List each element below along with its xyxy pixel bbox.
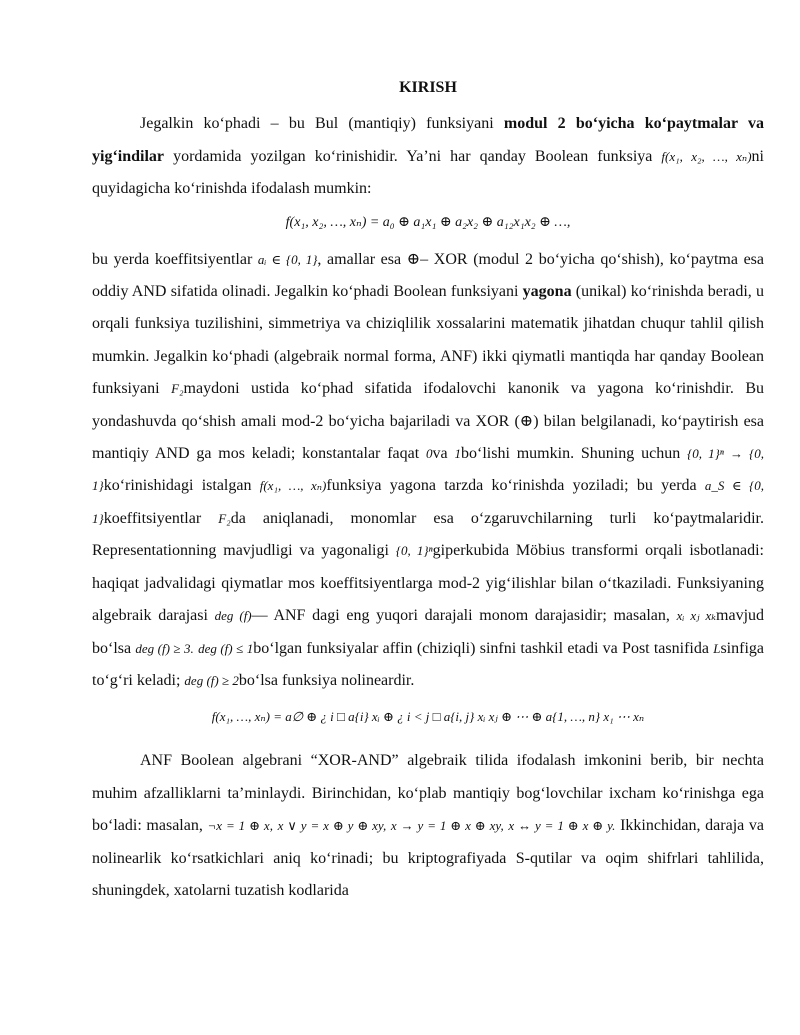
inline-math: deg (f) ≥ 2 xyxy=(184,672,239,688)
inline-math: {0, 1}ⁿ → {0, 1} xyxy=(92,446,765,494)
inline-math: deg (f) xyxy=(214,608,252,624)
formula-anf-general: f(x₁, …, xₙ) = a∅ ⊕ ¿ i □ a{i} xᵢ ⊕ ¿ i < j □ a{i, j} xᵢ xⱼ ⊕ ⋯ ⊕ a{1, …, n} x₁ ⋯ xₙ xyxy=(211,709,645,725)
text-run: Jegalkin ko‘phadi – bu Bul (mantiqiy) funksiyani xyxy=(140,115,504,133)
text-run: ni quyidagicha ko‘rinishda ifodalash mumkin: xyxy=(92,147,764,198)
inline-math: f(x₁, …, xₙ) xyxy=(259,478,327,494)
document-page xyxy=(92,60,764,907)
inline-math: {0, 1}ⁿ xyxy=(395,543,433,559)
text-run: — ANF dagi eng yuqori darajali monom darajasidir; masalan, xyxy=(251,607,677,625)
text-run: mavjud bo‘lsa xyxy=(92,607,765,657)
inline-math: x → y = 1 ⊕ x ⊕ xy, xyxy=(390,818,504,834)
text-run: bo‘lsa funksiya nolineardir. xyxy=(238,671,415,689)
text-run: bo‘lgan funksiyalar affin (chiziqli) sinfni tashkil etadi va Post tasnifida xyxy=(253,639,714,657)
text-run: sinfiga to‘g‘ri keladi; xyxy=(92,639,764,689)
inline-math: ¬x = 1 ⊕ x, xyxy=(207,818,273,834)
text-run: yordamida yozilgan ko‘rinishidir. Ya’ni har qanday Boolean funksiya xyxy=(164,147,662,165)
inline-math: L xyxy=(713,640,721,656)
inline-math: x ↔ y = 1 ⊕ x ⊕ y. xyxy=(508,818,616,834)
inline-math: deg (f) ≤ 1 xyxy=(198,640,254,656)
text-run: bo‘lishi mumkin. Shuning uchun xyxy=(461,445,688,463)
text-run: maydoni ustida ko‘phad sifatida ifodalovchi kanonik va yagona ko‘rinishdir. Bu yondashuvda qo‘shish amali mod-2 bo‘yicha bajariladi va XOR (⊕) bilan belgilanadi, ko‘paytirish esa mantiqiy AND ga mos keladi; konstantalar faqat xyxy=(92,380,765,463)
inline-math: a_S ∈ {0, 1} xyxy=(92,478,764,526)
paragraph-intro xyxy=(92,108,764,205)
text-run: funksiya yagona tarzda ko‘rinishda yoziladi; bu yerda xyxy=(326,477,705,495)
paragraph-definition xyxy=(92,244,764,698)
text-run: Ikkinchidan, daraja va nolinearlik ko‘rsatkichlari aniq ko‘rinadi; bu kriptografiyada S-qutilar va oqim shifrlari tahlilida, shuningdek, xatolarni tuzatish kodlarida xyxy=(92,817,765,899)
inline-math: deg (f) ≥ 3. xyxy=(135,640,194,656)
text-run: (unikal) ko‘rinishda beradi, u orqali funksiya tuzilishini, simmetriya va chiziqlilik xossalarini matematik jihatdan chuqur tahlil qilish mumkin. Jegalkin ko‘phadi (algebraik normal forma, ANF) ikki qiymatli mantiqda har qanday Boolean funksiyani xyxy=(92,283,764,398)
formula-anf: f(x₁, x₂, …, xₙ) = a₀ ⊕ a₁x₁ ⊕ a₂x₂ ⊕ a₁₂x₁x₂ ⊕ …, xyxy=(285,214,571,230)
text-run: ANF Boolean algebrani “XOR-AND” algebraik tilida ifodalash imkonini berib, bir nechta muhim afzalliklarni ta’minlaydi. Birinchidan, ko‘plab mantiqiy bog‘lovchilar ixcham ko‘rinishga ega bo‘ladi: masalan, xyxy=(92,752,764,835)
inline-math: xᵢ xⱼ xₖ xyxy=(676,608,717,624)
text-run: , amallar esa ⊕– XOR (modul 2 bo‘yicha qo‘shish), ko‘paytma esa oddiy AND sifatida olinadi. Jegalkin ko‘phadi Boolean funksiyani xyxy=(92,250,764,301)
text-run: va xyxy=(432,445,455,463)
text-run: koeffitsiyentlar xyxy=(103,509,219,527)
text-run: giperkubida Möbius transformi orqali isbotlanadi: haqiqat jadvalidagi qiymatlar mos koeffitsiyentlarga mod-2 yig‘ilishlar bilan o‘tkaziladi. Funksiyaning algebraik darajasi xyxy=(92,542,764,625)
paragraph-advantages xyxy=(92,745,764,907)
inline-math: 1 xyxy=(454,446,461,462)
text-run: bu yerda koeffitsiyentlar xyxy=(92,250,258,268)
text-run: da aniqlanadi, monomlar esa o‘zgaruvchilarning turli ko‘paytmalaridir. Representationning mavjudligi va yagonaligi xyxy=(92,509,764,560)
text-run: ko‘rinishidagi istalgan xyxy=(103,477,260,495)
inline-math: f(x₁, x₂, …, xₙ) xyxy=(661,148,752,164)
inline-math: aᵢ ∈ {0, 1} xyxy=(257,251,318,267)
inline-math: x ∨ y = x ⊕ y ⊕ xy, xyxy=(277,818,387,834)
inline-math: F₂ xyxy=(171,381,184,397)
bold-term: modul 2 bo‘yicha ko‘paytmalar va yig‘indilar xyxy=(92,115,764,165)
bold-term: yagona xyxy=(522,283,572,301)
inline-math: 0 xyxy=(426,446,433,462)
page-title: KIRISH xyxy=(399,79,457,96)
inline-math: F₂ xyxy=(218,510,231,526)
